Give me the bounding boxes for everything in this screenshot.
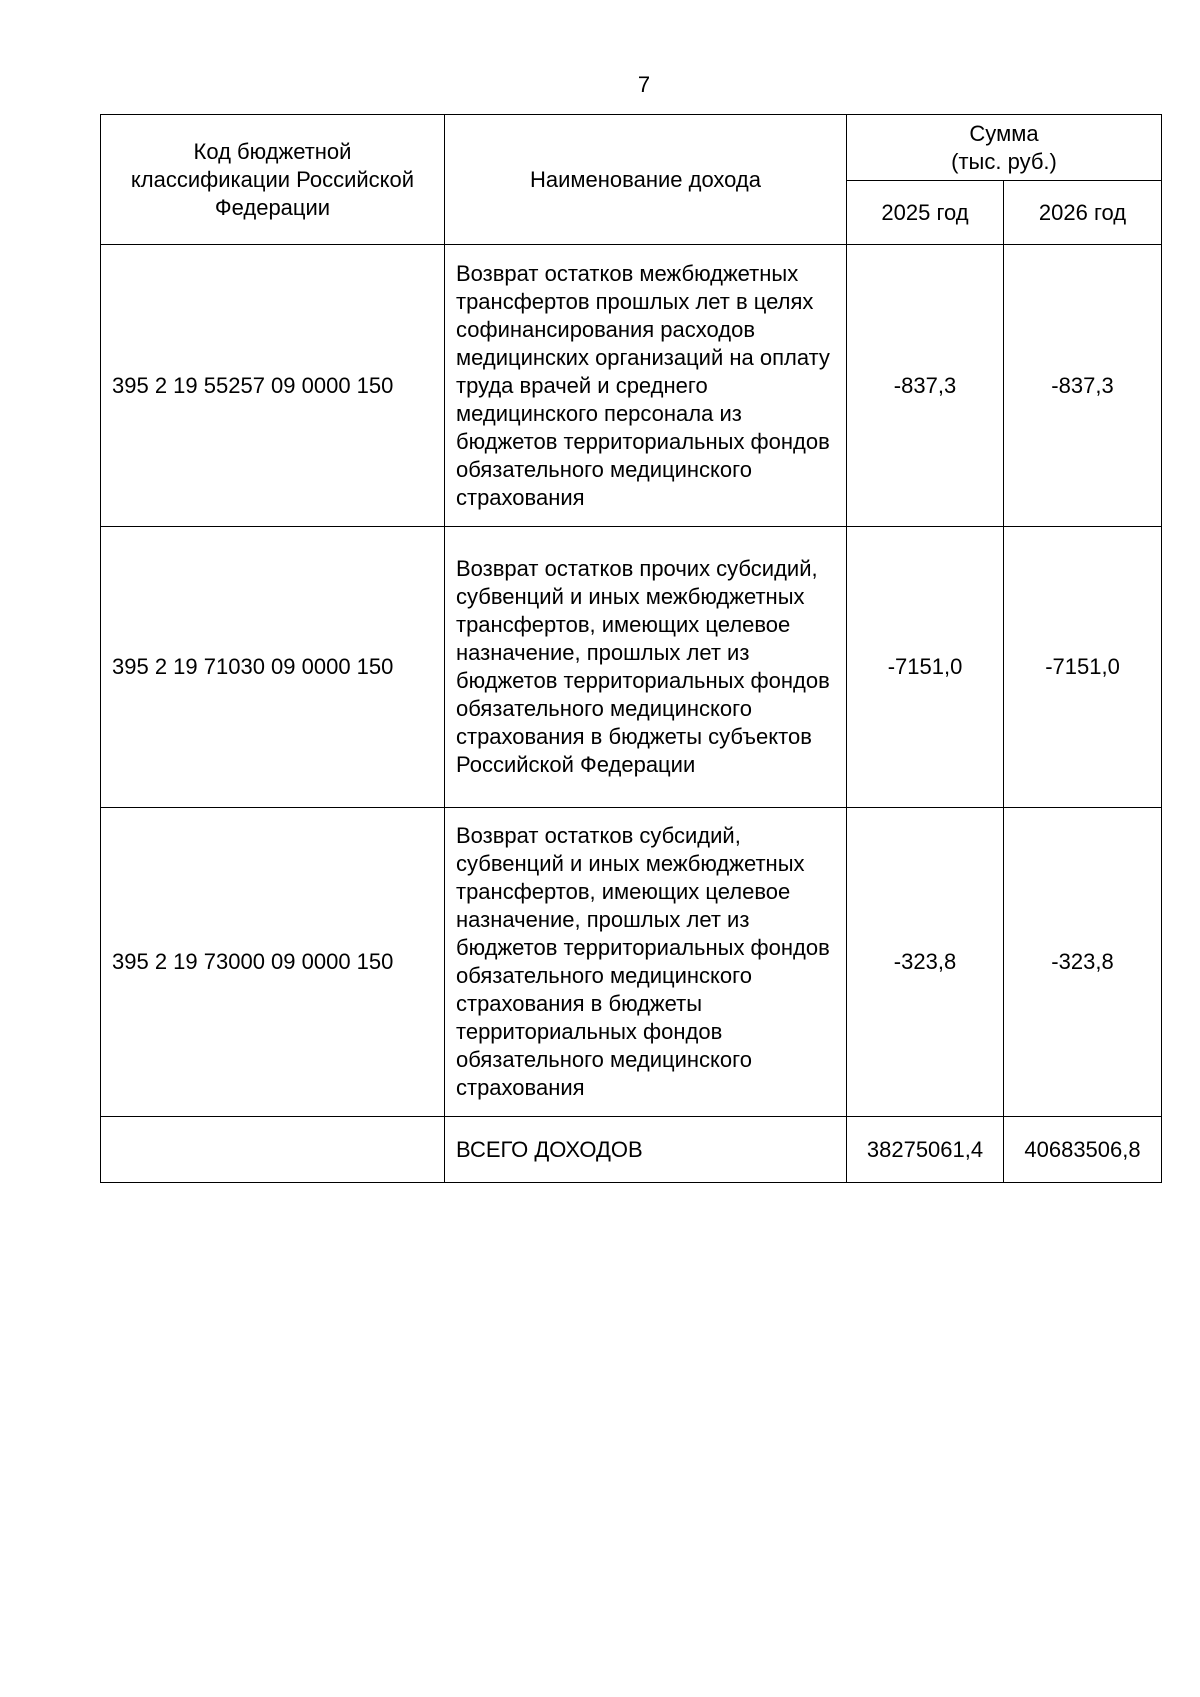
row-code: 395 2 19 55257 09 0000 150 — [101, 245, 445, 527]
table-row — [101, 808, 1162, 1117]
header-code: Код бюджетной классификации Российской Федерации — [101, 115, 445, 245]
header-name: Наименование дохода — [445, 115, 847, 245]
header-sum-unit: (тыс. руб.) — [951, 148, 1057, 174]
total-empty-cell — [101, 1117, 445, 1183]
header-sum — [847, 115, 1162, 181]
income-table — [100, 114, 1162, 1183]
row-name: Возврат остатков субсидий, субвенций и иных межбюджетных трансфертов, имеющих целевое назначение, прошлых лет из бюджетов территориальных фондов обязательного медицинского страхования в бюджеты территориальных фондов обязательного медицинского страхования — [445, 808, 847, 1117]
row-value-2025: -837,3 — [847, 245, 1004, 527]
row-code: 395 2 19 73000 09 0000 150 — [101, 808, 445, 1117]
header-year-2025: 2025 год — [847, 181, 1004, 245]
table-row — [101, 245, 1162, 527]
total-label: ВСЕГО ДОХОДОВ — [445, 1117, 847, 1183]
row-name: Возврат остатков прочих субсидий, субвенций и иных межбюджетных трансфертов, имеющих целевое назначение, прошлых лет из бюджетов территориальных фондов обязательного медицинского страхования в бюджеты субъектов Российской Федерации — [445, 527, 847, 808]
table-row — [101, 527, 1162, 808]
row-value-2026: -7151,0 — [1004, 527, 1162, 808]
row-name: Возврат остатков межбюджетных трансфертов прошлых лет в целях софинансирования расходов медицинских организаций на оплату труда врачей и среднего медицинского персонала из бюджетов территориальных фондов обязательного медицинского страхования — [445, 245, 847, 527]
header-sum-title: Сумма — [969, 120, 1039, 146]
row-value-2026: -323,8 — [1004, 808, 1162, 1117]
row-value-2025: -323,8 — [847, 808, 1004, 1117]
row-value-2025: -7151,0 — [847, 527, 1004, 808]
row-code: 395 2 19 71030 09 0000 150 — [101, 527, 445, 808]
row-value-2026: -837,3 — [1004, 245, 1162, 527]
total-value-2025: 38275061,4 — [847, 1117, 1004, 1183]
total-row — [101, 1117, 1162, 1183]
page-number: 7 — [637, 72, 651, 97]
total-value-2026: 40683506,8 — [1004, 1117, 1162, 1183]
header-year-2026: 2026 год — [1004, 181, 1162, 245]
header-row-1 — [101, 115, 1162, 181]
